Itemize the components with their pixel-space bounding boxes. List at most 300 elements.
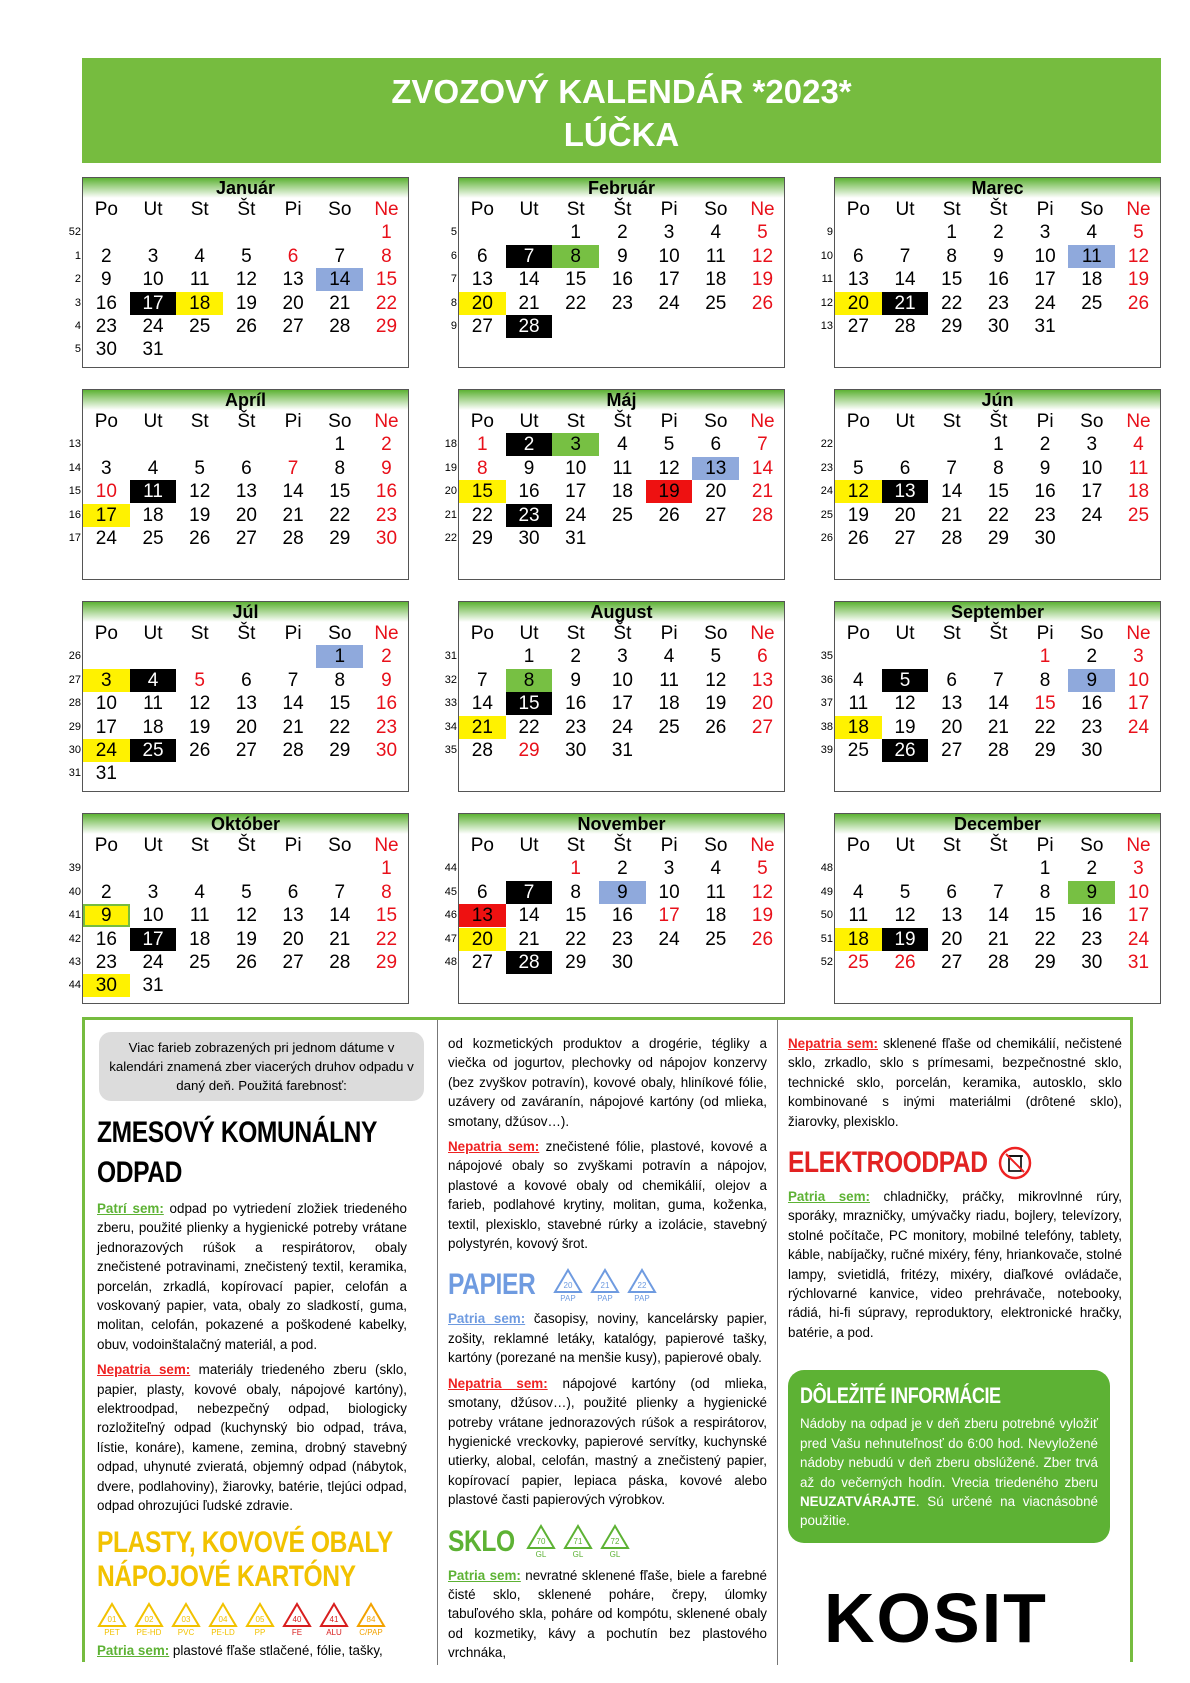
day-cell: 9: [1068, 881, 1115, 904]
recycling-label: PE-HD: [136, 1627, 162, 1637]
month-január: [68, 177, 409, 368]
weekday-header: Št: [989, 411, 1008, 432]
color-note: Viac farieb zobrazených pri jednom dátume v kalendári znamená zber viacerých druhov odpadu v daný deň. Použitá farebnosť:: [99, 1032, 424, 1101]
day-cell: 15: [941, 269, 963, 291]
weekday-header: Ut: [143, 623, 163, 644]
weekday-header: Pi: [284, 199, 302, 220]
day-cell: 20: [235, 504, 257, 526]
day-cell: 20: [282, 928, 304, 950]
recycling-code: 41: [329, 1614, 339, 1624]
important-info-title: DÔLEŽITÉ INFORMÁCIE: [800, 1383, 1001, 1409]
empty-day-cell: [835, 857, 882, 880]
empty-day-cell: [270, 221, 317, 244]
day-cell: 12: [751, 881, 774, 903]
empty-day-cell: [975, 857, 1022, 880]
week-number: 41: [68, 909, 81, 922]
day-cell: 15: [329, 693, 351, 715]
day-cell: 30: [987, 315, 1009, 337]
day-cell: 10: [565, 457, 587, 479]
weekday-header: Ne: [374, 411, 399, 432]
empty-day-cell: [83, 433, 130, 456]
day-cell: 5: [241, 245, 252, 267]
month-name: Február: [459, 178, 784, 198]
day-cell: 3: [147, 881, 159, 903]
weekday-header: Po: [846, 411, 870, 432]
weekday-header: Ut: [895, 411, 915, 432]
day-cell: 1: [477, 434, 488, 456]
papier-symbols: [553, 1268, 664, 1303]
day-cell: 17: [565, 481, 587, 503]
empty-day-cell: [270, 857, 317, 880]
day-cell: 5: [241, 881, 252, 903]
month-name: Jún: [835, 390, 1160, 410]
weekday-header: Ut: [519, 199, 539, 220]
day-cell: 31: [1127, 951, 1150, 973]
day-cell: 13: [941, 905, 963, 927]
day-cell: 4: [853, 669, 864, 691]
day-cell: 18: [1081, 269, 1103, 291]
week-number: 48: [444, 956, 457, 968]
day-cell: 12: [235, 269, 257, 291]
weekday-header: Po: [94, 835, 118, 856]
page-title: ZVOZOVÝ KALENDÁR *2023*: [391, 73, 852, 110]
day-cell: 16: [611, 269, 633, 291]
week-number: 13: [820, 320, 833, 332]
recycling-label: PAP: [597, 1293, 613, 1303]
day-cell: 11: [705, 245, 726, 267]
day-cell: 14: [282, 481, 304, 503]
day-cell: 1: [316, 645, 363, 668]
day-cell: 22: [329, 716, 351, 738]
day-cell: 5: [710, 646, 722, 668]
day-cell: 16: [1081, 905, 1103, 927]
empty-day-cell: [928, 645, 975, 668]
sklo-title: SKLO: [448, 1524, 515, 1558]
day-cell: 20: [751, 693, 774, 715]
day-cell: 21: [329, 292, 351, 314]
day-cell: 6: [946, 669, 957, 691]
day-cell: 13: [882, 480, 929, 503]
weekday-header: Št: [613, 835, 632, 856]
week-number: 9: [450, 320, 457, 332]
day-cell: 2: [570, 646, 581, 668]
day-cell: 2: [381, 434, 392, 456]
day-cell: 22: [1034, 928, 1056, 950]
day-cell: 4: [194, 881, 205, 903]
day-cell: 12: [705, 669, 727, 691]
week-number: 39: [820, 744, 833, 756]
day-cell: 2: [381, 646, 392, 668]
day-cell: 6: [241, 457, 252, 479]
day-cell: 3: [83, 669, 130, 692]
empty-day-cell: [363, 974, 410, 997]
day-cell: 5: [663, 434, 675, 456]
week-number: 4: [74, 320, 81, 332]
day-cell: 19: [894, 716, 916, 738]
day-cell: 18: [142, 716, 164, 738]
day-cell: 16: [375, 693, 398, 715]
day-cell: 23: [375, 716, 398, 738]
day-cell: 27: [235, 527, 257, 549]
day-cell: 29: [471, 527, 493, 549]
recycling-symbol-icon: [282, 1602, 312, 1637]
weekday-header: Št: [237, 835, 256, 856]
day-cell: 8: [1039, 669, 1051, 691]
papier-title: PAPIER: [448, 1268, 536, 1302]
month-jún: [820, 389, 1161, 580]
recycling-symbol-icon: [134, 1602, 164, 1637]
day-cell: 23: [1081, 928, 1103, 950]
day-cell: 13: [459, 904, 506, 927]
day-cell: 31: [611, 739, 633, 761]
day-cell: 8: [506, 669, 553, 692]
day-cell: 27: [751, 716, 774, 738]
week-number: 48: [820, 862, 833, 875]
day-cell: 21: [282, 716, 304, 738]
week-number: 10: [820, 249, 833, 262]
weekday-header: Pi: [1036, 411, 1054, 432]
day-cell: 28: [506, 951, 553, 974]
day-cell: 23: [611, 928, 633, 950]
day-cell: 23: [375, 504, 398, 526]
empty-day-cell: [646, 315, 693, 338]
day-cell: 24: [83, 739, 130, 762]
month-days-grid: [83, 622, 408, 786]
day-cell: 6: [899, 457, 911, 479]
komunal-patri: Patrí sem: odpad po vytriedení zložiek triedeného zberu, použité plienky a hygienické potreby vrátane jednorazových rúšok a respirátorov, obaly znečistené potravinami, znečistený textil, keramika, porcelán, zrkadlá, kopírovací papier, celofán a voskovaný papier, vata, obaly zo sladkostí, guma, molitan, celofán, pokazené a poškodené kabelky, obuv, vodoinštalačný materiál, a pod.: [97, 1201, 407, 1352]
day-cell: 22: [1034, 716, 1056, 738]
recycling-symbol-icon: [553, 1268, 583, 1303]
day-cell: 24: [1127, 716, 1150, 738]
day-cell: 14: [471, 693, 493, 715]
weekday-header: So: [1080, 835, 1104, 856]
day-cell: 14: [518, 905, 540, 927]
day-cell: 28: [506, 315, 553, 338]
empty-day-cell: [459, 645, 506, 668]
month-days-grid: [83, 198, 408, 362]
day-cell: 29: [329, 739, 351, 761]
day-cell: 10: [658, 881, 680, 903]
day-cell: 28: [941, 527, 963, 549]
page-subtitle: LÚČKA: [563, 116, 680, 153]
weekday-header: Po: [470, 411, 494, 432]
weekday-header: St: [566, 199, 585, 220]
day-cell: 12: [189, 481, 211, 503]
day-cell: 13: [847, 269, 869, 291]
weekday-header: Št: [989, 199, 1008, 220]
day-cell: 14: [282, 693, 304, 715]
weekday-header: Pi: [284, 835, 302, 856]
day-cell: 25: [130, 739, 177, 762]
weekday-header: Po: [94, 199, 118, 220]
weekday-header: Po: [94, 411, 118, 432]
day-cell: 8: [570, 881, 581, 903]
day-cell: 7: [334, 881, 346, 903]
day-cell: 28: [282, 739, 304, 761]
day-cell: 18: [176, 292, 223, 315]
papier-patri: Patria sem: časopisy, noviny, kancelársky papier, zošity, reklamné letáky, katalógy, papierové tašky, kartóny (porezané na menšie kusy), papierové obaly.: [448, 1311, 767, 1366]
weekday-header: St: [942, 411, 961, 432]
day-cell: 5: [757, 222, 768, 244]
day-cell: 4: [853, 881, 864, 903]
day-cell: 17: [1034, 269, 1056, 291]
weekday-header: Po: [470, 199, 494, 220]
day-cell: 2: [1039, 434, 1051, 456]
day-cell: 17: [658, 269, 680, 291]
day-cell: 17: [95, 716, 117, 738]
day-cell: 11: [1128, 457, 1149, 479]
recycling-label: FE: [291, 1627, 303, 1637]
day-cell: 26: [705, 716, 727, 738]
day-cell: 23: [1081, 716, 1103, 738]
week-number: 11: [821, 273, 833, 286]
weekday-header: Ne: [1126, 623, 1151, 644]
weekday-header: Ne: [374, 623, 399, 644]
day-cell: 16: [565, 693, 587, 715]
day-cell: 22: [329, 504, 351, 526]
day-cell: 11: [189, 269, 210, 291]
day-cell: 12: [835, 480, 882, 503]
weekday-header: Št: [613, 199, 632, 220]
day-cell: 1: [570, 222, 581, 244]
empty-day-cell: [176, 221, 223, 244]
weekday-header: Št: [237, 411, 256, 432]
weekday-header: Ut: [143, 199, 163, 220]
week-number: 42: [68, 932, 81, 945]
day-cell: 8: [334, 669, 346, 691]
sklo-heading: [448, 1522, 767, 1562]
week-number: 27: [68, 673, 81, 686]
day-cell: 13: [282, 269, 304, 291]
month-december: [820, 813, 1161, 1004]
weekday-header: Ne: [374, 199, 399, 220]
weekday-header: St: [190, 623, 209, 644]
empty-day-cell: [316, 974, 363, 997]
day-cell: 6: [853, 245, 864, 267]
papier-nepatria: Nepatria sem: nápojové kartóny (od mlieka, smotany, džúsov…), použité plienky a hygienické potreby vrátane jednorazových rúšok a respirátorov, hygienické vreckovky, papierové servítky, kuchynské utierky, alobal, celofán, mastný a znečistený papier, kopírovací papier, lepiaca páska, kovové alebo plastové časti papierových výrobkov.: [448, 1375, 767, 1508]
empty-day-cell: [646, 739, 693, 762]
day-cell: 2: [506, 433, 553, 456]
empty-day-cell: [176, 857, 223, 880]
weekday-header: Ut: [519, 623, 539, 644]
day-cell: 25: [705, 292, 727, 314]
day-cell: 10: [658, 245, 680, 267]
day-cell: 8: [381, 881, 392, 903]
recycling-symbol-icon: [627, 1268, 657, 1303]
day-cell: 4: [710, 858, 722, 880]
day-cell: 23: [565, 716, 587, 738]
weekday-header: Št: [989, 623, 1008, 644]
day-cell: 19: [847, 504, 869, 526]
empty-day-cell: [739, 951, 786, 974]
day-cell: 3: [1133, 858, 1144, 880]
day-cell: 30: [83, 974, 130, 997]
empty-day-cell: [599, 315, 646, 338]
recycling-code: 02: [144, 1614, 154, 1624]
week-number: 21: [444, 508, 457, 521]
day-cell: 9: [381, 669, 392, 691]
day-cell: 3: [1039, 222, 1051, 244]
calendar-header: [82, 58, 1161, 163]
day-cell: 14: [329, 905, 351, 927]
empty-day-cell: [130, 645, 177, 668]
day-cell: 27: [471, 315, 493, 337]
day-cell: 4: [1086, 222, 1098, 244]
week-number: 52: [68, 226, 81, 239]
day-cell: 15: [506, 692, 553, 715]
day-cell: 19: [646, 480, 693, 503]
day-cell: 27: [705, 504, 727, 526]
day-cell: 25: [705, 928, 727, 950]
day-cell: 26: [751, 292, 774, 314]
day-cell: 15: [329, 481, 351, 503]
day-cell: 26: [882, 739, 929, 762]
day-cell: 2: [993, 222, 1004, 244]
info-column-2: [437, 1020, 767, 1665]
recycling-label: C/PAP: [359, 1627, 383, 1637]
day-cell: 6: [946, 881, 957, 903]
day-cell: 20: [941, 716, 963, 738]
weekday-header: Po: [846, 199, 870, 220]
day-cell: 18: [1127, 481, 1150, 503]
day-cell: 1: [334, 434, 346, 456]
weekday-header: Ne: [750, 411, 775, 432]
day-cell: 30: [1081, 739, 1103, 761]
empty-day-cell: [1115, 527, 1162, 550]
day-cell: 6: [757, 646, 768, 668]
day-cell: 29: [1034, 739, 1056, 761]
day-cell: 7: [993, 881, 1004, 903]
weekday-header: Ne: [750, 835, 775, 856]
empty-day-cell: [316, 338, 363, 361]
weekday-header: St: [190, 835, 209, 856]
day-cell: 10: [1081, 457, 1103, 479]
week-number: 52: [820, 956, 833, 968]
day-cell: 29: [518, 739, 540, 761]
day-cell: 24: [658, 928, 680, 950]
empty-day-cell: [646, 951, 693, 974]
recycling-label: GL: [535, 1550, 547, 1560]
empty-day-cell: [130, 221, 177, 244]
recycling-code: 03: [181, 1614, 191, 1624]
day-cell: 26: [1127, 292, 1150, 314]
day-cell: 22: [565, 928, 587, 950]
empty-day-cell: [506, 221, 553, 244]
week-number: 44: [444, 862, 457, 875]
empty-day-cell: [363, 762, 410, 785]
day-cell: 4: [194, 245, 205, 267]
important-info-text: Nádoby na odpad je v deň zberu potrebné vyložiť pred Vašu nehnuteľnosť do 6:00 hod. Nevyložené nádoby nebudú v deň zberu obslúžené. Zber trvá až do večerných hodín. Vrecia triedeného zberu NEUZATVÁRAJTE. Sú určené na viacnásobné použitie.: [800, 1416, 1098, 1529]
empty-day-cell: [1115, 315, 1162, 338]
weekday-header: Ne: [1126, 411, 1151, 432]
elektro-title: ELEKTROODPAD: [788, 1146, 988, 1180]
day-cell: 8: [946, 245, 957, 267]
day-cell: 1: [993, 434, 1004, 456]
day-cell: 4: [663, 646, 675, 668]
day-cell: 23: [95, 951, 117, 973]
week-number: 45: [444, 885, 457, 898]
weekday-header: Ne: [750, 199, 775, 220]
day-cell: 12: [658, 457, 680, 479]
month-days-grid: [459, 834, 784, 998]
day-cell: 5: [853, 457, 864, 479]
day-cell: 27: [941, 951, 963, 973]
weekday-header: St: [566, 623, 585, 644]
day-cell: 16: [95, 928, 117, 950]
day-cell: 15: [1034, 905, 1056, 927]
weekday-header: So: [328, 623, 352, 644]
day-cell: 3: [101, 457, 112, 479]
day-cell: 14: [316, 268, 363, 291]
day-cell: 12: [894, 905, 916, 927]
month-name: Január: [83, 178, 408, 198]
day-cell: 19: [751, 905, 774, 927]
empty-day-cell: [835, 645, 882, 668]
day-cell: 15: [565, 905, 587, 927]
day-cell: 27: [847, 315, 869, 337]
day-cell: 9: [570, 669, 581, 691]
recycling-label: PVC: [177, 1627, 195, 1637]
recycling-symbol-icon: [319, 1602, 349, 1637]
day-cell: 29: [1034, 951, 1056, 973]
weekday-header: Po: [846, 623, 870, 644]
day-cell: 16: [375, 481, 398, 503]
day-cell: 11: [705, 881, 726, 903]
day-cell: 21: [882, 292, 929, 315]
month-august: [444, 601, 785, 792]
day-cell: 14: [987, 905, 1009, 927]
day-cell: 13: [471, 269, 493, 291]
day-cell: 16: [1081, 693, 1103, 715]
recycling-symbol-icon: [245, 1602, 275, 1637]
day-cell: 24: [142, 315, 164, 337]
week-number: 22: [820, 438, 833, 451]
day-cell: 22: [375, 292, 398, 314]
recycling-code: 05: [255, 1614, 265, 1624]
day-cell: 17: [1081, 481, 1103, 503]
day-cell: 15: [565, 269, 587, 291]
day-cell: 8: [477, 457, 488, 479]
empty-day-cell: [223, 433, 270, 456]
day-cell: 29: [329, 527, 351, 549]
day-cell: 30: [375, 527, 398, 549]
day-cell: 17: [1127, 905, 1150, 927]
empty-day-cell: [882, 221, 929, 244]
day-cell: 27: [282, 951, 304, 973]
day-cell: 11: [143, 693, 163, 715]
weekday-header: St: [942, 199, 961, 220]
weekday-header: Ut: [143, 835, 163, 856]
week-number: 18: [444, 438, 457, 451]
week-number: 17: [68, 532, 81, 544]
recycling-code: 04: [218, 1614, 228, 1624]
empty-day-cell: [316, 762, 363, 785]
day-cell: 24: [565, 504, 587, 526]
sklo-patri: Patria sem: nevratné sklenené fľaše, biele a farebné čisté sklo, sklenené poháre, črepy, úlomky tabuľového skla, poháre od kompótu, sklenené obaly od kozmetiky, kávy a pochutín bez plastového vrchnáka,: [448, 1567, 768, 1661]
day-cell: 3: [147, 245, 159, 267]
day-cell: 7: [287, 669, 299, 691]
day-cell: 11: [1068, 245, 1115, 268]
empty-day-cell: [83, 857, 130, 880]
day-cell: 9: [101, 269, 112, 291]
recycling-symbol-icon: [563, 1524, 593, 1559]
day-cell: 24: [658, 292, 680, 314]
day-cell: 1: [523, 646, 535, 668]
weekday-header: St: [566, 835, 585, 856]
day-cell: 25: [1081, 292, 1103, 314]
week-number: 24: [820, 485, 833, 498]
day-cell: 24: [1081, 504, 1103, 526]
